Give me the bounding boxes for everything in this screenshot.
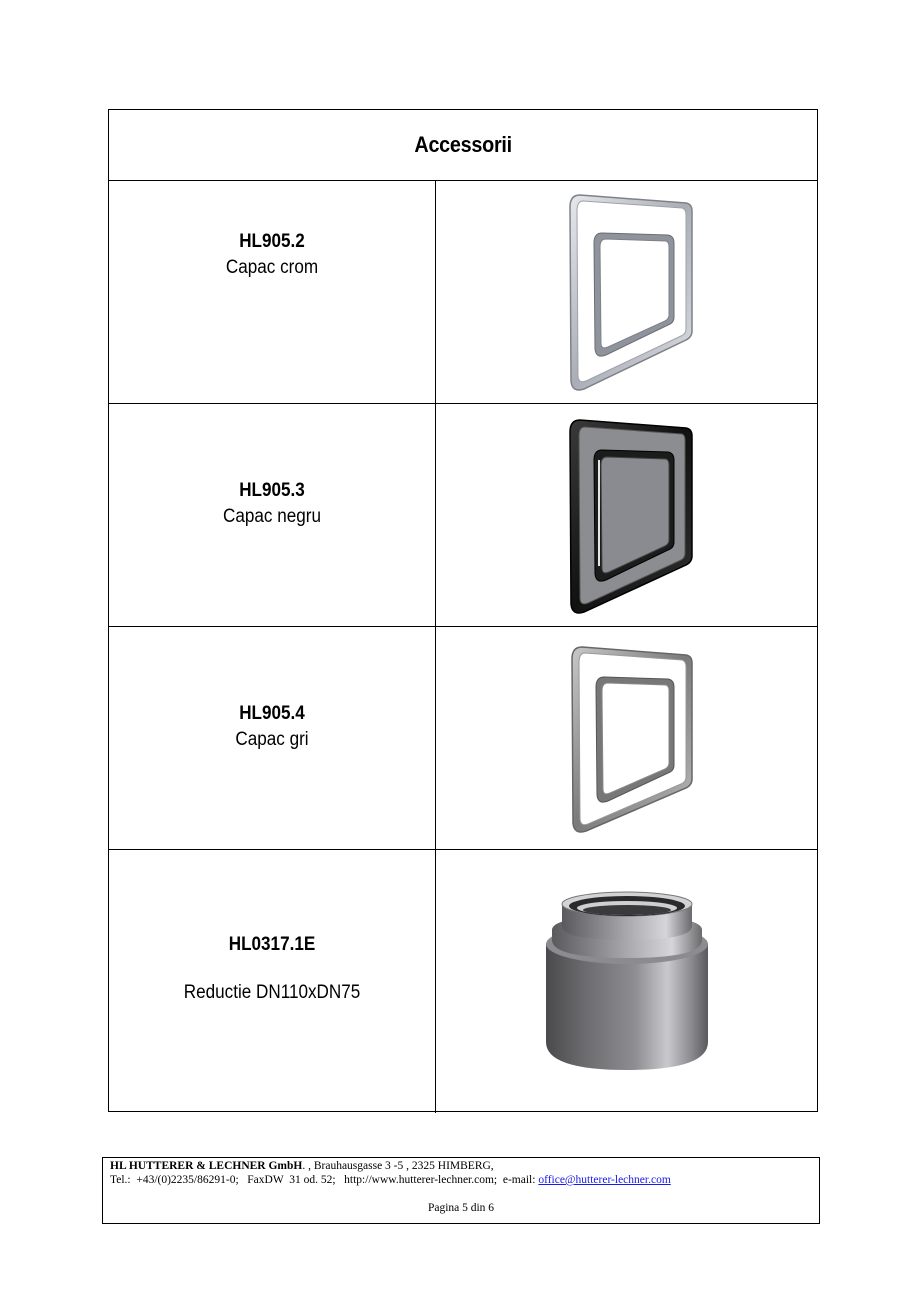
product-info-cell [109,181,436,403]
product-code: HL905.2 [239,231,305,252]
email-link[interactable]: office@hutterer-lechner.com [538,1174,671,1186]
page-number: Pagina 5 din 6 [427,1202,495,1214]
contact-info: Tel.: +43/(0)2235/86291-0; FaxDW 31 od. 52; http://www.hutterer-lechner.com; e-mail: [110,1174,539,1186]
footer-contact-line [110,1174,671,1186]
product-description: Reductie DN110xDN75 [183,982,361,1003]
product-code: HL905.4 [239,703,305,724]
product-description: Capac negru [223,506,321,527]
product-description: Capac gri [235,729,309,750]
table-row [109,850,817,1113]
product-info-cell [109,850,436,1113]
product-image-cell [436,850,817,1113]
table-row [109,181,817,404]
pipe-reducer-icon [542,890,712,1072]
product-info-cell [109,404,436,626]
grey-square-cover-icon [568,643,696,837]
page-footer [102,1157,820,1224]
accessories-table [108,109,818,1112]
footer-company-line [110,1160,494,1172]
table-row [109,627,817,850]
product-code: HL0317.1E [228,934,316,955]
table-title-row [109,110,817,181]
table-title: Accessorii [414,132,512,157]
product-code: HL905.3 [239,480,305,501]
product-image-cell [436,627,817,849]
product-image-cell [436,181,817,403]
chrome-square-cover-icon [566,191,696,393]
product-description: Capac crom [225,257,319,278]
product-info-cell [109,627,436,849]
company-address: . , Brauhausgasse 3 -5 , 2325 HIMBERG, [302,1160,494,1172]
company-name: HL HUTTERER & LECHNER GmbH [110,1160,303,1172]
black-square-cover-icon [566,416,696,616]
product-image-cell [436,404,817,626]
table-row [109,404,817,627]
